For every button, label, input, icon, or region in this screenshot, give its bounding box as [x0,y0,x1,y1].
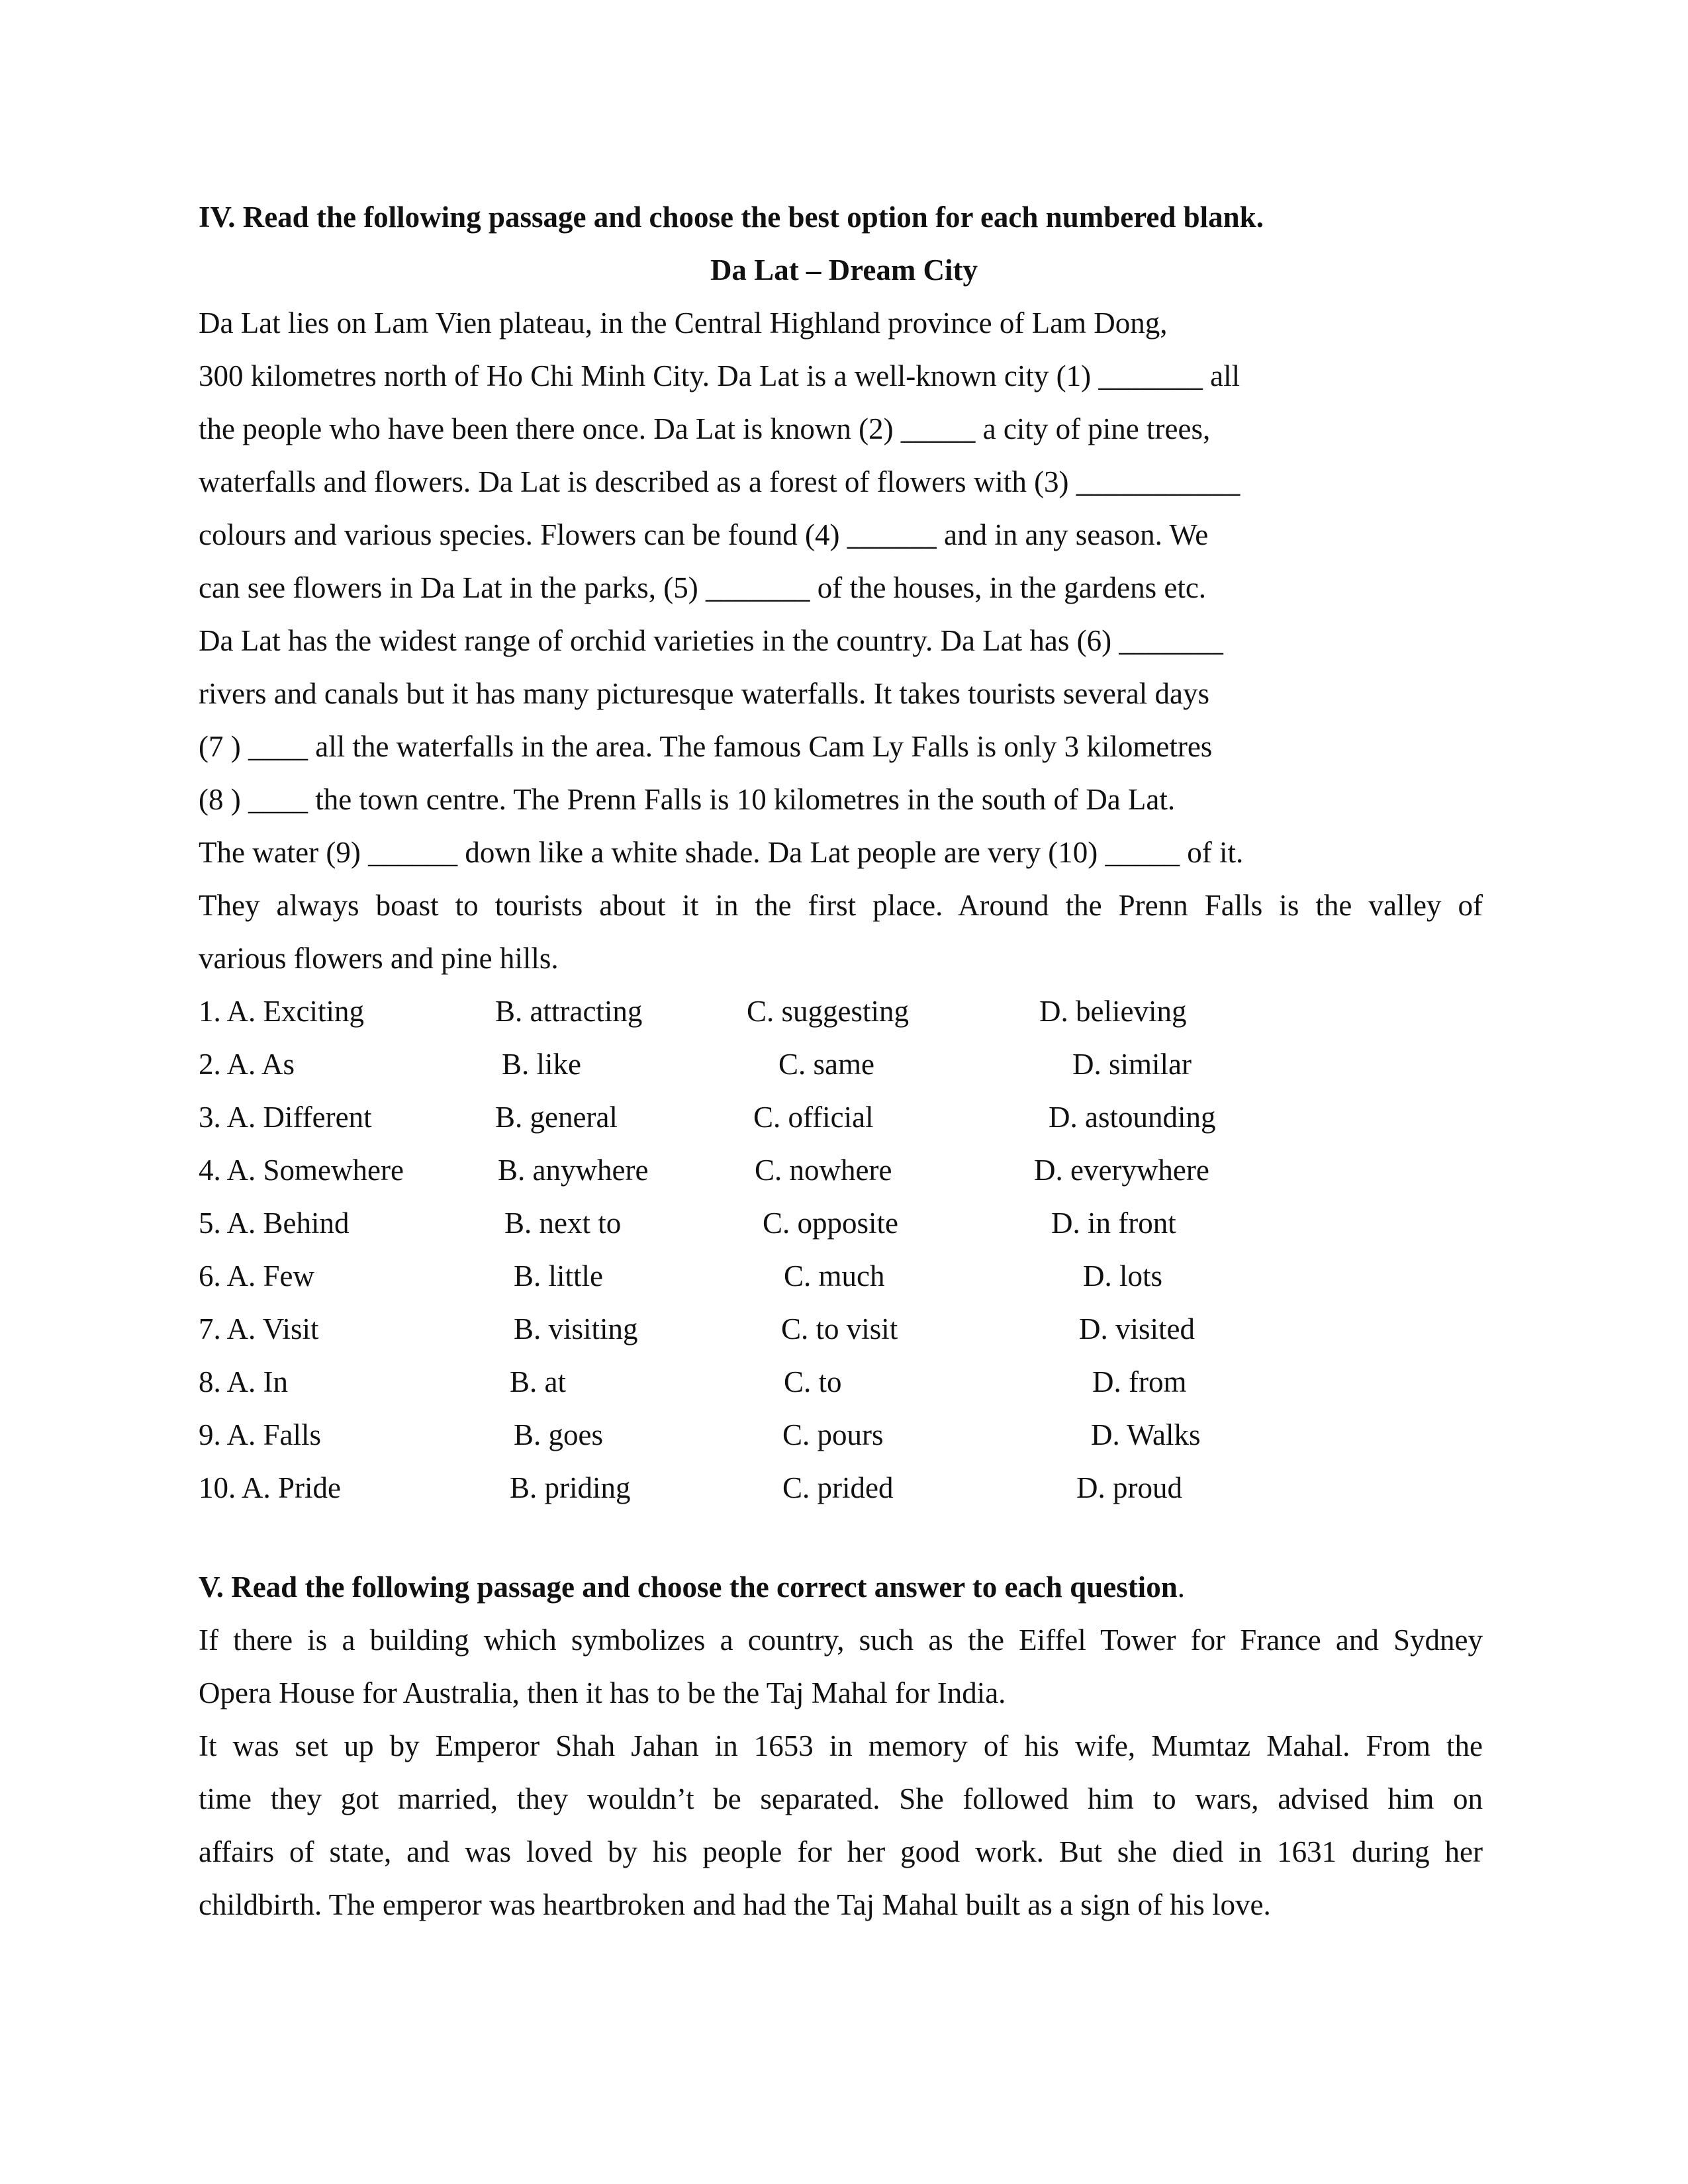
option-5-c: C. opposite [763,1206,899,1240]
option-10-a: 10. A. Pride [199,1471,342,1504]
option-3-c: C. official [753,1101,874,1134]
passage-2-line: Opera House for Australia, then it has to be the Taj Mahal for India. [199,1676,1006,1709]
option-10-d: D. proud [1076,1471,1182,1504]
option-5-a: 5. A. Behind [199,1206,350,1240]
option-6-d: D. lots [1083,1259,1163,1293]
passage-2-line: If there is a building which symbolizes a country, such as the Eiffel Tower for France and Sydney [199,1623,1483,1657]
passage-line: (7 ) ____ all the waterfalls in the area. The famous Cam Ly Falls is only 3 kilometres [199,730,1213,763]
option-10-b: B. priding [510,1471,631,1504]
option-6-b: B. little [514,1259,603,1293]
option-7-b: B. visiting [514,1312,638,1345]
option-2-a: 2. A. As [199,1048,295,1081]
option-8-c: C. to [784,1365,842,1398]
passage-line: (8 ) ____ the town centre. The Prenn Falls is 10 kilometres in the south of Da Lat. [199,783,1176,816]
passage-line: rivers and canals but it has many picturesque waterfalls. It takes tourists several days [199,677,1210,710]
option-2-c: C. same [778,1048,874,1081]
option-8-a: 8. A. In [199,1365,288,1398]
section-4-heading: IV. Read the following passage and choose the best option for each numbered blank. [199,201,1264,234]
option-7-d: D. visited [1079,1312,1195,1345]
option-4-d: D. everywhere [1034,1154,1209,1187]
passage-line: the people who have been there once. Da Lat is known (2) _____ a city of pine trees, [199,412,1211,445]
option-9-b: B. goes [514,1418,603,1451]
option-1-c: C. suggesting [747,995,910,1028]
option-4-b: B. anywhere [498,1154,649,1187]
passage-line: waterfalls and flowers. Da Lat is described as a forest of flowers with (3) ___________ [199,465,1241,498]
option-3-a: 3. A. Different [199,1101,372,1134]
passage-line: colours and various species. Flowers can be found (4) ______ and in any season. We [199,518,1209,551]
passage-line: 300 kilometres north of Ho Chi Minh City. Da Lat is a well-known city (1) _______ all [199,359,1241,392]
passage-line: can see flowers in Da Lat in the parks, (5) _______ of the houses, in the gardens etc. [199,571,1207,604]
option-9-d: D. Walks [1091,1418,1201,1451]
option-6-a: 6. A. Few [199,1259,315,1293]
option-8-b: B. at [510,1365,566,1398]
option-5-b: B. next to [504,1206,622,1240]
option-7-c: C. to visit [781,1312,898,1345]
option-1-a: 1. A. Exciting [199,995,364,1028]
option-1-b: B. attracting [495,995,643,1028]
section-5-heading [199,1567,1185,1607]
passage-2-line: childbirth. The emperor was heartbroken and had the Taj Mahal built as a sign of his love. [199,1888,1271,1921]
passage-line: various flowers and pine hills. [199,942,559,975]
option-8-d: D. from [1092,1365,1187,1398]
option-4-a: 4. A. Somewhere [199,1154,404,1187]
passage-line: Da Lat has the widest range of orchid varieties in the country. Da Lat has (6) _______ [199,624,1223,657]
option-3-b: B. general [495,1101,618,1134]
option-2-b: B. like [502,1048,581,1081]
passage-line: The water (9) ______ down like a white shade. Da Lat people are very (10) _____ of it. [199,836,1244,869]
passage-2-line: affairs of state, and was loved by his people for her good work. But she died in 1631 during her [199,1835,1483,1868]
option-9-a: 9. A. Falls [199,1418,322,1451]
option-9-c: C. pours [782,1418,884,1451]
passage-title: Da Lat – Dream City [710,253,978,287]
option-7-a: 7. A. Visit [199,1312,319,1345]
passage-2-line: It was set up by Emperor Shah Jahan in 1653 in memory of his wife, Mumtaz Mahal. From the [199,1729,1483,1762]
option-6-c: C. much [784,1259,885,1293]
option-3-d: D. astounding [1049,1101,1216,1134]
section-5-heading-bold: V. Read the following passage and choose the correct answer to each question [199,1570,1178,1604]
option-5-d: D. in front [1051,1206,1176,1240]
option-4-c: C. nowhere [755,1154,892,1187]
option-2-d: D. similar [1072,1048,1192,1081]
passage-line: They always boast to tourists about it in the first place. Around the Prenn Falls is the valley of [199,889,1483,922]
option-10-c: C. prided [782,1471,894,1504]
passage-line: Da Lat lies on Lam Vien plateau, in the Central Highland province of Lam Dong, [199,306,1168,340]
passage-2-line: time they got married, they wouldn’t be separated. She followed him to wars, advised him on [199,1782,1483,1815]
option-1-d: D. believing [1039,995,1187,1028]
section-5-heading-tail: . [1177,1570,1185,1604]
